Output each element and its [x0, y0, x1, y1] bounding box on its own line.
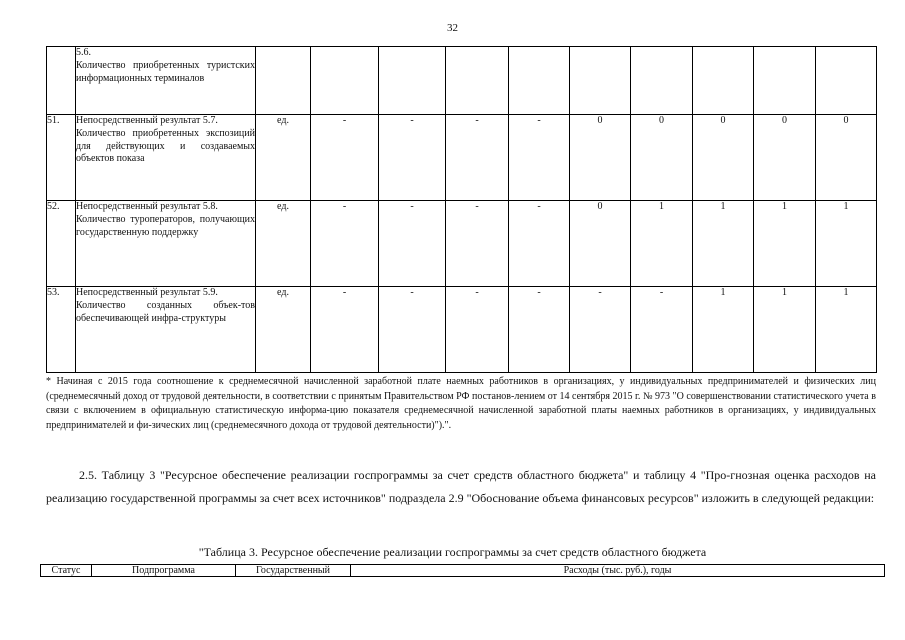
row-value [509, 47, 570, 115]
row-value [754, 47, 816, 115]
header-expenses: Расходы (тыс. руб.), годы [351, 565, 885, 577]
amendment-paragraph: 2.5. Таблицу 3 "Ресурсное обеспечение реализации госпрограммы за счет средств областного бюджета" и таблицу 4 "Про-гнозная оценка расходов на реализацию государственной программы за счет всех источников" подраздела 2.9 "Обоснование объема финансовых ресурсов" изложить в следующей редакции: [46, 468, 876, 505]
row-value: - [631, 287, 693, 373]
header-state: Государственный [236, 565, 351, 577]
row-value: - [311, 115, 379, 201]
row-value: 0 [693, 115, 754, 201]
table-row [47, 115, 877, 201]
row-value: 0 [570, 201, 631, 287]
row-value: 0 [754, 115, 816, 201]
row-value [631, 47, 693, 115]
table-header-row [41, 565, 885, 577]
row-value: 1 [693, 287, 754, 373]
row-value: 1 [631, 201, 693, 287]
row-number: 53. [47, 287, 76, 373]
results-table [46, 46, 877, 373]
row-description: 5.6. Количество приобретенных туристских информационных терминалов [76, 47, 256, 115]
row-value: 1 [693, 201, 754, 287]
row-number: 51. [47, 115, 76, 201]
row-value: - [379, 201, 446, 287]
row-value: - [570, 287, 631, 373]
row-unit [256, 47, 311, 115]
row-value: - [509, 201, 570, 287]
row-value: - [446, 287, 509, 373]
row-value: - [311, 201, 379, 287]
row-unit: ед. [256, 287, 311, 373]
row-value: - [379, 115, 446, 201]
row-value: 1 [816, 201, 877, 287]
header-status: Статус [41, 565, 92, 577]
row-value: 0 [570, 115, 631, 201]
header-subprogram: Подпрограмма [92, 565, 236, 577]
row-value: 0 [816, 115, 877, 201]
table-3-header [40, 564, 885, 577]
row-value [446, 47, 509, 115]
table-row [47, 201, 877, 287]
footnote: * Начиная с 2015 года соотношение к среднемесячной начисленной заработной плате наемных работников в организациях, у индивидуальных предпринимателей и физических лиц (среднемесячный доход от трудовой деятельности, в соответствии с принятым Правительством РФ постанов-лением от 14 сентября 2015 г. № 973 "О совершенствовании статистического учета в связи с включением в официальную статистическую информа-цию показателя среднемесячной начисленной заработной платы наемных работников в организациях, у индивидуальных предпринимателей и фи-зических лиц (среднемесячного дохода от трудовой деятельности)").". [46, 376, 876, 431]
row-description: Непосредственный результат 5.9. Количество созданных объек-тов обеспечивающей инфра-структуры [76, 287, 256, 373]
row-value [570, 47, 631, 115]
row-value: 1 [754, 201, 816, 287]
table-row [47, 47, 877, 115]
row-value: 1 [754, 287, 816, 373]
table-3-title: "Таблица 3. Ресурсное обеспечение реализации госпрограммы за счет средств областного бюджета [198, 545, 707, 559]
row-value: - [446, 115, 509, 201]
row-value: 0 [631, 115, 693, 201]
row-number: 52. [47, 201, 76, 287]
row-unit: ед. [256, 201, 311, 287]
page-number: 32 [447, 22, 458, 34]
row-value: - [379, 287, 446, 373]
row-value: - [311, 287, 379, 373]
row-value: 1 [816, 287, 877, 373]
table-row [47, 287, 877, 373]
row-value: - [509, 115, 570, 201]
row-unit: ед. [256, 115, 311, 201]
row-value [379, 47, 446, 115]
row-number [47, 47, 76, 115]
row-value [693, 47, 754, 115]
row-value: - [509, 287, 570, 373]
row-description: Непосредственный результат 5.8. Количество туроператоров, получающих государственную поддержку [76, 201, 256, 287]
row-value [816, 47, 877, 115]
row-description: Непосредственный результат 5.7. Количество приобретенных экспозиций для действующих и создаваемых объектов показа [76, 115, 256, 201]
row-value [311, 47, 379, 115]
row-value: - [446, 201, 509, 287]
